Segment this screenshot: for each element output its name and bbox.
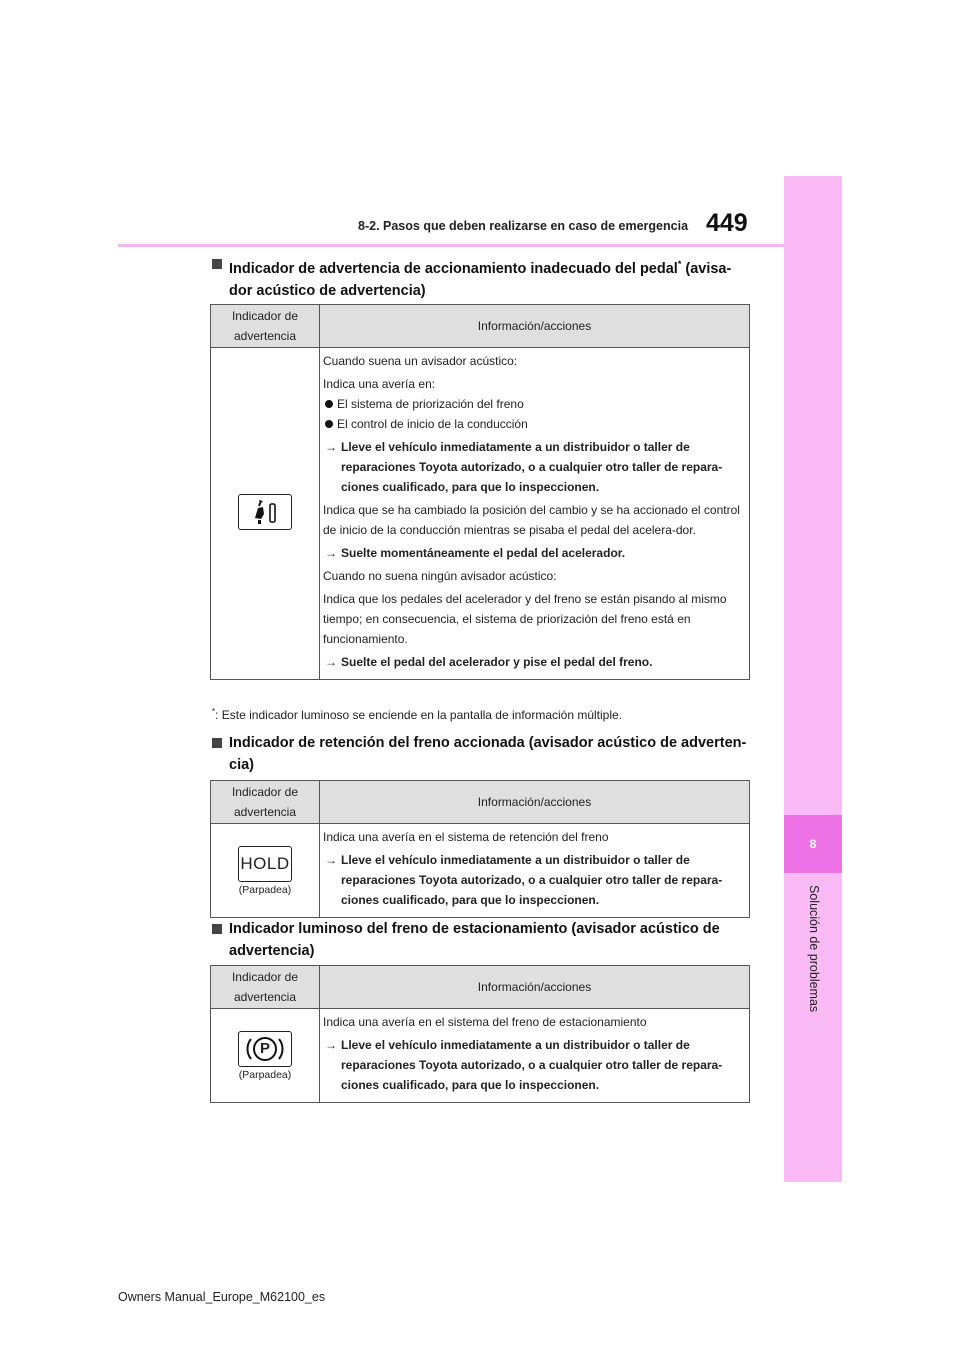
icon-cell [211,348,320,680]
icon-cell [211,824,320,918]
action-item: → Suelte momentáneamente el pedal del acelerador. [323,543,745,563]
info-paragraph: Cuando suena un avisador acústico: [323,354,518,368]
info-paragraph: Indica una avería en el sistema de retención del freno [323,830,609,844]
table-header-info: Información/acciones [320,781,750,824]
arrow-right-icon: → [325,546,337,560]
info-paragraph: Indica que se ha cambiado la posición del cambio y se ha accionado el control de inicio de la conducción mientras se pisaba el pedal del acelera-dor. [323,503,740,537]
bullet-item: El sistema de priorización del freno [323,394,745,414]
arrow-right-icon: → [325,853,337,867]
pedal-warning-table [210,304,750,680]
arrow-right-icon: → [325,1038,337,1052]
arrow-right-icon: → [325,655,337,669]
table-header-indicator: Indicador de advertencia [211,781,320,824]
square-bullet-icon [212,924,222,934]
info-paragraph: Cuando no suena ningún avisador acústico: [323,569,557,583]
bullet-item: El control de inicio de la conducción [323,414,745,434]
action-item: → Lleve el vehículo inmediatamente a un distribuidor o taller de reparaciones Toyota autorizado, o a cualquier otro taller de repara-ciones cualificado, para que lo inspeccionen. [323,1035,745,1095]
chapter-side-tab [784,176,842,1182]
square-bullet-icon [212,259,222,269]
section-title-pedal: Indicador de advertencia de accionamiento inadecuado del pedal* (avisa-dor acústico de advertencia) [212,253,752,302]
pedal-misoperation-icon [238,494,292,530]
table-header-indicator: Indicador de advertencia [211,305,320,348]
info-cell [320,1009,750,1103]
action-item: → Suelte el pedal del acelerador y pise el pedal del freno. [323,652,745,672]
footnote: *: Este indicador luminoso se enciende en la pantalla de información múltiple. [212,707,623,722]
square-bullet-icon [212,738,222,748]
action-item: → Lleve el vehículo inmediatamente a un distribuidor o taller de reparaciones Toyota autorizado, o a cualquier otro taller de repara-ciones cualificado, para que lo inspeccionen. [323,850,745,910]
table-header-info: Información/acciones [320,966,750,1009]
action-item: → Lleve el vehículo inmediatamente a un distribuidor o taller de reparaciones Toyota autorizado, o a cualquier otro taller de repara-ciones cualificado, para que lo inspeccionen. [323,437,745,497]
chapter-title-vertical: Solución de problemas [807,885,821,1013]
section-title-hold: Indicador de retención del freno accionada (avisador acústico de adverten-cia) [212,732,752,776]
info-cell [320,348,750,680]
chapter-number-tab[interactable]: 8 [784,815,842,873]
info-paragraph: Indica que los pedales del acelerador y del freno se están pisando al mismo tiempo; en consecuencia, el sistema de priorización del freno está en funcionamiento. [323,592,727,646]
hold-icon: HOLD [238,846,292,882]
section-heading: 8-2. Pasos que deben realizarse en caso de emergencia [358,219,689,233]
arrow-right-icon: → [325,440,337,454]
info-paragraph: Indica una avería en el sistema del freno de estacionamiento [323,1015,647,1029]
header-divider [118,244,784,247]
table-header-indicator: Indicador de advertencia [211,966,320,1009]
hold-warning-table [210,780,750,918]
parking-brake-icon: P [238,1031,292,1067]
table-header-info: Información/acciones [320,305,750,348]
info-paragraph: Indica una avería en: [323,377,436,391]
icon-caption: (Parpadea) [238,1068,292,1081]
icon-cell [211,1009,320,1103]
icon-caption: (Parpadea) [238,883,292,896]
page-number: 449 [706,209,748,237]
info-cell [320,824,750,918]
section-title-parking-brake: Indicador luminoso del freno de estacionamiento (avisador acústico de advertencia) [212,918,752,962]
parking-brake-table [210,965,750,1103]
footer-manual-id: Owners Manual_Europe_M62100_es [118,1290,326,1304]
